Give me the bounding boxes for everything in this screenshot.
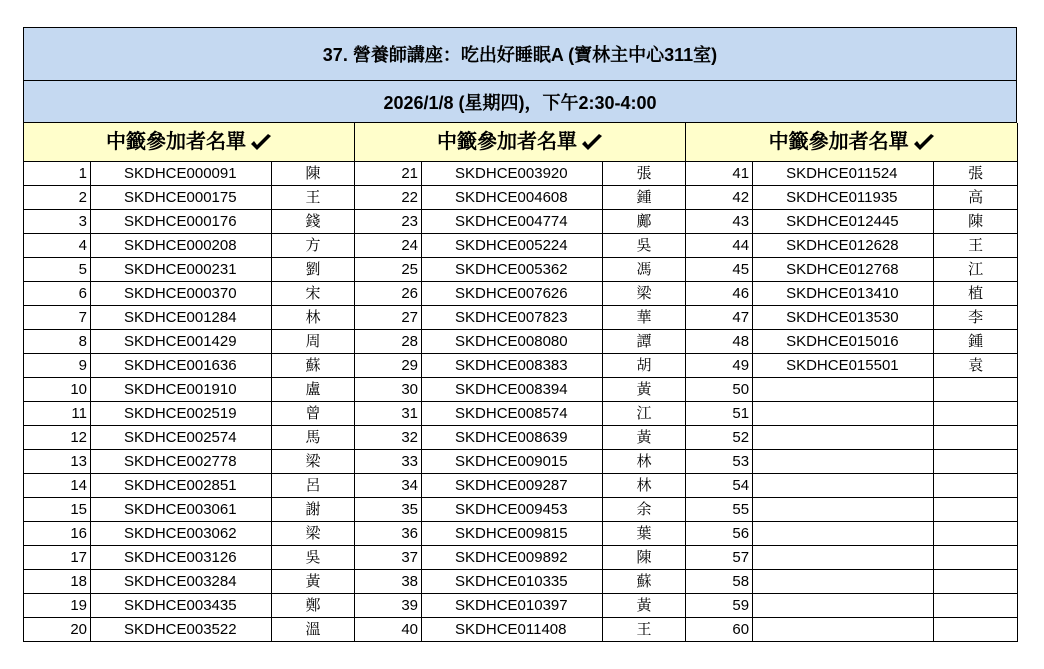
entry-code: SKDHCE013530 <box>753 306 934 330</box>
entry-name <box>934 618 1018 642</box>
entry-code: SKDHCE015016 <box>753 330 934 354</box>
entry-name: 盧 <box>272 378 355 402</box>
entry-number: 57 <box>686 546 753 570</box>
checkmark-icon <box>581 134 603 152</box>
entry-name: 黃 <box>603 426 686 450</box>
entry-name <box>934 474 1018 498</box>
entry-number: 37 <box>355 546 422 570</box>
checkmark-icon <box>913 134 935 152</box>
entry-code: SKDHCE008574 <box>422 402 603 426</box>
entry-number: 56 <box>686 522 753 546</box>
entry-code: SKDHCE012445 <box>753 210 934 234</box>
entry-code: SKDHCE011408 <box>422 618 603 642</box>
entry-code: SKDHCE007626 <box>422 282 603 306</box>
entry-name <box>934 378 1018 402</box>
entry-number: 47 <box>686 306 753 330</box>
entry-code: SKDHCE000175 <box>91 186 272 210</box>
entry-name: 吳 <box>603 234 686 258</box>
column-heading <box>686 123 1018 162</box>
entry-code: SKDHCE001636 <box>91 354 272 378</box>
entry-number: 27 <box>355 306 422 330</box>
entry-number: 50 <box>686 378 753 402</box>
entry-name: 錢 <box>272 210 355 234</box>
entry-code: SKDHCE013410 <box>753 282 934 306</box>
entry-name: 黃 <box>603 594 686 618</box>
entry-number: 25 <box>355 258 422 282</box>
entry-number: 44 <box>686 234 753 258</box>
table-row <box>24 594 1018 618</box>
entry-name <box>934 498 1018 522</box>
entry-code <box>753 402 934 426</box>
table-row <box>24 426 1018 450</box>
entry-code <box>753 522 934 546</box>
entry-name: 林 <box>603 450 686 474</box>
entry-number: 59 <box>686 594 753 618</box>
entry-code: SKDHCE003522 <box>91 618 272 642</box>
entry-number: 43 <box>686 210 753 234</box>
table-row <box>24 450 1018 474</box>
entry-number: 8 <box>24 330 91 354</box>
table-row <box>24 234 1018 258</box>
table-row <box>24 474 1018 498</box>
entry-name: 鍾 <box>934 330 1018 354</box>
entry-code: SKDHCE008639 <box>422 426 603 450</box>
entry-code: SKDHCE007823 <box>422 306 603 330</box>
entry-number: 16 <box>24 522 91 546</box>
entry-name: 高 <box>934 186 1018 210</box>
entry-number: 4 <box>24 234 91 258</box>
entry-code <box>753 570 934 594</box>
entry-code <box>753 426 934 450</box>
entry-code <box>753 378 934 402</box>
entry-number: 46 <box>686 282 753 306</box>
entry-code: SKDHCE012768 <box>753 258 934 282</box>
entry-number: 17 <box>24 546 91 570</box>
entry-code: SKDHCE009287 <box>422 474 603 498</box>
entry-name: 袁 <box>934 354 1018 378</box>
entry-name: 鄭 <box>272 594 355 618</box>
entry-number: 2 <box>24 186 91 210</box>
entry-number: 6 <box>24 282 91 306</box>
entry-name: 黃 <box>603 378 686 402</box>
entry-name: 植 <box>934 282 1018 306</box>
entry-name <box>934 426 1018 450</box>
entry-number: 39 <box>355 594 422 618</box>
entry-number: 11 <box>24 402 91 426</box>
entry-number: 40 <box>355 618 422 642</box>
entry-code: SKDHCE003061 <box>91 498 272 522</box>
entry-number: 58 <box>686 570 753 594</box>
entry-name: 王 <box>603 618 686 642</box>
entry-number: 36 <box>355 522 422 546</box>
table-row <box>24 354 1018 378</box>
entry-number: 33 <box>355 450 422 474</box>
entry-number: 51 <box>686 402 753 426</box>
table-row <box>24 186 1018 210</box>
entry-code: SKDHCE003435 <box>91 594 272 618</box>
entry-name: 蘇 <box>272 354 355 378</box>
entry-number: 60 <box>686 618 753 642</box>
table-row <box>24 162 1018 186</box>
table-row <box>24 258 1018 282</box>
table-row <box>24 402 1018 426</box>
entry-code: SKDHCE009015 <box>422 450 603 474</box>
entry-number: 13 <box>24 450 91 474</box>
column-heading <box>355 123 686 162</box>
table-row <box>24 498 1018 522</box>
entry-name: 鄺 <box>603 210 686 234</box>
entry-name: 馬 <box>272 426 355 450</box>
entry-number: 9 <box>24 354 91 378</box>
entry-number: 53 <box>686 450 753 474</box>
entry-code: SKDHCE012628 <box>753 234 934 258</box>
entry-number: 22 <box>355 186 422 210</box>
entry-code: SKDHCE015501 <box>753 354 934 378</box>
entry-name: 張 <box>603 162 686 186</box>
entry-code: SKDHCE002778 <box>91 450 272 474</box>
entry-code: SKDHCE009453 <box>422 498 603 522</box>
entry-name <box>934 594 1018 618</box>
table-row <box>24 522 1018 546</box>
entry-number: 10 <box>24 378 91 402</box>
column-header-row <box>24 123 1018 162</box>
entry-number: 41 <box>686 162 753 186</box>
entry-number: 18 <box>24 570 91 594</box>
entry-code: SKDHCE008394 <box>422 378 603 402</box>
entry-code: SKDHCE002519 <box>91 402 272 426</box>
entry-name: 蘇 <box>603 570 686 594</box>
entry-number: 45 <box>686 258 753 282</box>
entry-number: 52 <box>686 426 753 450</box>
entry-number: 49 <box>686 354 753 378</box>
entry-name: 陳 <box>934 210 1018 234</box>
checkmark-icon <box>250 134 272 152</box>
entry-code: SKDHCE000370 <box>91 282 272 306</box>
entry-code: SKDHCE000091 <box>91 162 272 186</box>
entry-number: 34 <box>355 474 422 498</box>
table-row <box>24 570 1018 594</box>
entry-name: 王 <box>272 186 355 210</box>
entry-code: SKDHCE003062 <box>91 522 272 546</box>
table-row <box>24 210 1018 234</box>
entry-code: SKDHCE002851 <box>91 474 272 498</box>
winners-table <box>23 123 1018 642</box>
entry-code: SKDHCE000176 <box>91 210 272 234</box>
entry-number: 31 <box>355 402 422 426</box>
entry-code: SKDHCE010335 <box>422 570 603 594</box>
column-heading-label: 中籤參加者名單 <box>437 131 578 153</box>
entry-name: 陳 <box>603 546 686 570</box>
entry-name: 江 <box>603 402 686 426</box>
entry-code: SKDHCE000208 <box>91 234 272 258</box>
entry-number: 20 <box>24 618 91 642</box>
entry-number: 35 <box>355 498 422 522</box>
entry-number: 12 <box>24 426 91 450</box>
entry-name: 黃 <box>272 570 355 594</box>
table-row <box>24 618 1018 642</box>
entry-number: 48 <box>686 330 753 354</box>
entry-name: 劉 <box>272 258 355 282</box>
entry-name: 余 <box>603 498 686 522</box>
entry-code: SKDHCE009892 <box>422 546 603 570</box>
entry-name: 宋 <box>272 282 355 306</box>
entry-name <box>934 546 1018 570</box>
entry-name: 李 <box>934 306 1018 330</box>
entry-name: 王 <box>934 234 1018 258</box>
table-row <box>24 546 1018 570</box>
entry-number: 26 <box>355 282 422 306</box>
entry-number: 14 <box>24 474 91 498</box>
entry-code: SKDHCE005224 <box>422 234 603 258</box>
entry-code: SKDHCE003126 <box>91 546 272 570</box>
entry-code: SKDHCE005362 <box>422 258 603 282</box>
entry-number: 32 <box>355 426 422 450</box>
entry-name: 譚 <box>603 330 686 354</box>
entry-name: 梁 <box>603 282 686 306</box>
entry-number: 3 <box>24 210 91 234</box>
entry-number: 21 <box>355 162 422 186</box>
entry-number: 1 <box>24 162 91 186</box>
entry-code: SKDHCE002574 <box>91 426 272 450</box>
table-row <box>24 282 1018 306</box>
entry-code: SKDHCE010397 <box>422 594 603 618</box>
entry-name: 鍾 <box>603 186 686 210</box>
entry-name: 林 <box>603 474 686 498</box>
entry-name: 曾 <box>272 402 355 426</box>
entry-name: 張 <box>934 162 1018 186</box>
entry-code: SKDHCE000231 <box>91 258 272 282</box>
entry-number: 54 <box>686 474 753 498</box>
entry-name <box>934 450 1018 474</box>
entry-name <box>934 522 1018 546</box>
entry-code <box>753 474 934 498</box>
entry-number: 28 <box>355 330 422 354</box>
entry-code <box>753 546 934 570</box>
event-date: 2026/1/8 (星期四)，下午2:30-4:00 <box>23 81 1017 123</box>
entry-number: 7 <box>24 306 91 330</box>
entry-name: 葉 <box>603 522 686 546</box>
table-row <box>24 306 1018 330</box>
entry-name: 謝 <box>272 498 355 522</box>
entry-name: 林 <box>272 306 355 330</box>
table-row <box>24 330 1018 354</box>
entry-code: SKDHCE003284 <box>91 570 272 594</box>
entry-code: SKDHCE008383 <box>422 354 603 378</box>
entry-name: 周 <box>272 330 355 354</box>
column-heading-label: 中籤參加者名單 <box>106 131 247 153</box>
entry-name: 吳 <box>272 546 355 570</box>
entry-name: 方 <box>272 234 355 258</box>
entry-code <box>753 498 934 522</box>
entry-code: SKDHCE001284 <box>91 306 272 330</box>
entry-code: SKDHCE009815 <box>422 522 603 546</box>
entry-code: SKDHCE004774 <box>422 210 603 234</box>
entry-name: 溫 <box>272 618 355 642</box>
entry-code: SKDHCE001910 <box>91 378 272 402</box>
entry-number: 42 <box>686 186 753 210</box>
entry-number: 38 <box>355 570 422 594</box>
table-row <box>24 378 1018 402</box>
event-title: 37. 營養師講座：吃出好睡眠A (寶林主中心311室) <box>23 27 1017 81</box>
lottery-result-sheet <box>23 27 1017 642</box>
column-heading <box>24 123 355 162</box>
entry-name: 江 <box>934 258 1018 282</box>
entry-number: 23 <box>355 210 422 234</box>
entry-name: 呂 <box>272 474 355 498</box>
entry-name: 馮 <box>603 258 686 282</box>
entry-code <box>753 594 934 618</box>
entry-number: 15 <box>24 498 91 522</box>
entry-name: 華 <box>603 306 686 330</box>
entry-number: 5 <box>24 258 91 282</box>
entry-number: 24 <box>355 234 422 258</box>
entry-number: 30 <box>355 378 422 402</box>
entry-code <box>753 618 934 642</box>
entry-name: 梁 <box>272 450 355 474</box>
entry-number: 55 <box>686 498 753 522</box>
entry-name <box>934 402 1018 426</box>
entry-code: SKDHCE003920 <box>422 162 603 186</box>
entry-code <box>753 450 934 474</box>
entry-number: 19 <box>24 594 91 618</box>
entry-name: 梁 <box>272 522 355 546</box>
column-heading-label: 中籤參加者名單 <box>768 131 909 153</box>
entry-name: 胡 <box>603 354 686 378</box>
entry-code: SKDHCE011524 <box>753 162 934 186</box>
entry-name: 陳 <box>272 162 355 186</box>
entry-code: SKDHCE008080 <box>422 330 603 354</box>
entry-code: SKDHCE011935 <box>753 186 934 210</box>
entry-code: SKDHCE004608 <box>422 186 603 210</box>
entry-number: 29 <box>355 354 422 378</box>
entry-name <box>934 570 1018 594</box>
entry-code: SKDHCE001429 <box>91 330 272 354</box>
